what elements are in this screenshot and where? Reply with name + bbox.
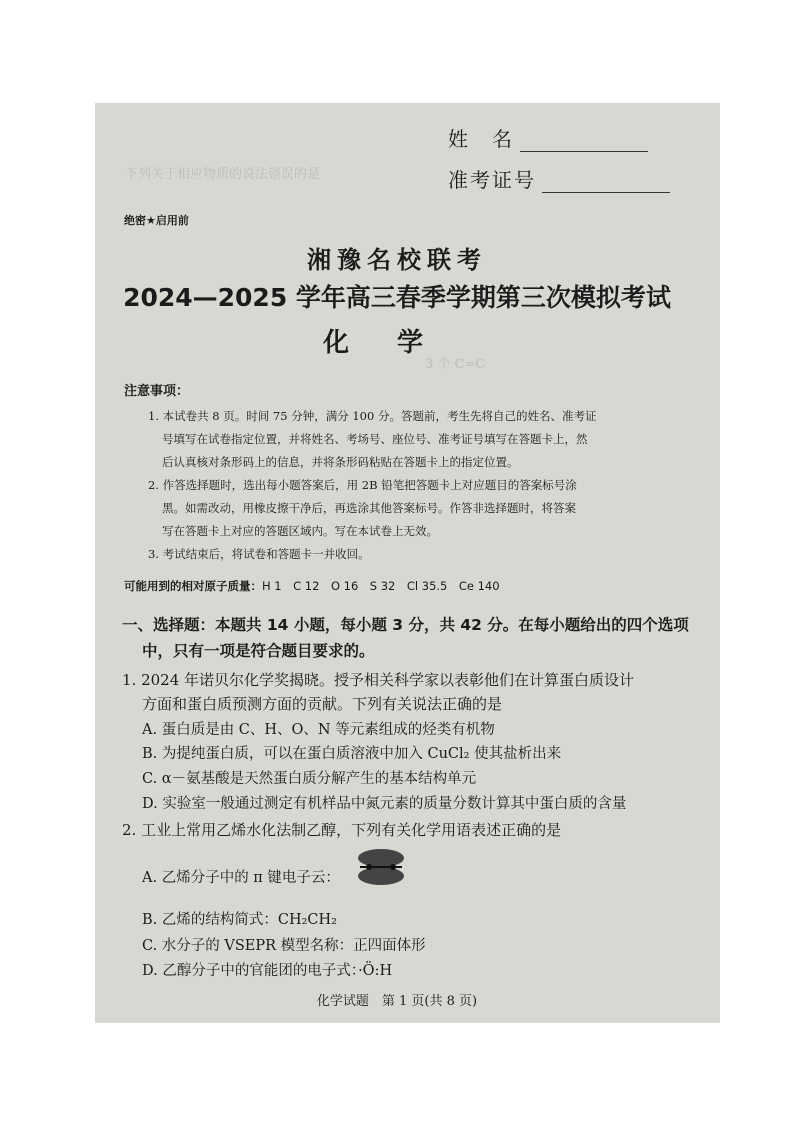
- exam-id-line: [542, 174, 670, 193]
- notice-line: 1. 本试卷共 8 页。时间 75 分钟，满分 100 分。答题前，考生先将自己的姓名、准考证: [148, 409, 597, 423]
- pi-cloud-atom-right: [390, 864, 396, 870]
- notice-heading: 注意事项：: [124, 384, 190, 399]
- secret-mark: 绝密★启用前: [124, 214, 189, 227]
- atomic-masses-values: H 1 C 12 O 16 S 32 Cl 35.5 Ce 140: [262, 579, 500, 593]
- question-1-option-b: B. 为提纯蛋白质，可以在蛋白质溶液中加入 CuCl₂ 使其盐析出来: [142, 746, 562, 762]
- notice-list: [148, 405, 696, 566]
- question-1-option-a: A. 蛋白质是由 C、H、O、N 等元素组成的烃类有机物: [142, 722, 495, 738]
- question-1-stem: [122, 668, 702, 716]
- question-2-option-a: A. 乙烯分子中的 π 键电子云：: [142, 870, 340, 886]
- notice-line: 黑。如需改动，用橡皮擦干净后，再选涂其他答案标号。作答非选择题时，将答案: [162, 501, 576, 515]
- name-line: [520, 133, 648, 152]
- name-label: 姓 名: [448, 127, 514, 151]
- atomic-masses-label: 可能用到的相对原子质量：: [124, 579, 262, 593]
- question-1-line1: 1. 2024 年诺贝尔化学奖揭晓。授予相关科学家以表彰他们在计算蛋白质设计: [122, 671, 635, 689]
- question-2-option-d: D. 乙醇分子中的官能团的电子式：·Ö:H: [142, 963, 393, 979]
- question-1-option-c: C. α－氨基酸是天然蛋白质分解产生的基本结构单元: [142, 771, 477, 787]
- notice-line: 3. 考试结束后，将试卷和答题卡一并收回。: [148, 547, 370, 561]
- pi-cloud-lower-lobe: [358, 867, 404, 885]
- notice-line: 2. 作答选择题时，选出每小题答案后，用 2B 铅笔把答题卡上对应题目的答案标号涂: [148, 478, 577, 492]
- notice-line: 后认真核对条形码上的信息，并将条形码粘贴在答题卡上的指定位置。: [162, 455, 519, 469]
- exam-id-label: 准考证号: [448, 168, 536, 192]
- pi-bond-electron-cloud-icon: [355, 848, 407, 886]
- section-heading-line2: 中，只有一项是符合题目要求的。: [142, 642, 375, 660]
- section-heading-line1: 一、选择题：本题共 14 小题，每小题 3 分，共 42 分。在每小题给出的四个选项: [122, 616, 689, 634]
- page-footer: 化学试题 第 1 页(共 8 页): [316, 994, 478, 1009]
- bleed-through-text: 下列关于相应物质的说法错误的是: [125, 167, 321, 182]
- pi-cloud-atom-left: [366, 864, 372, 870]
- bleed-through-text-2: 3 个 C=C: [425, 357, 486, 372]
- notice-line: 号填写在试卷指定位置，并将姓名、考场号、座位号、准考证号填写在答题卡上，然: [162, 432, 588, 446]
- exam-title-subject: 化学: [322, 328, 471, 358]
- question-2-option-b: B. 乙烯的结构简式：CH₂CH₂: [142, 912, 337, 928]
- exam-id-field: [448, 164, 670, 193]
- section-heading: [122, 612, 702, 664]
- question-2-option-c: C. 水分子的 VSEPR 模型名称：正四面体形: [142, 938, 426, 954]
- name-field: [448, 123, 648, 152]
- notice-line: 写在答题卡上对应的答题区域内。写在本试卷上无效。: [162, 524, 438, 538]
- pi-cloud-upper-lobe: [358, 849, 404, 867]
- question-1-line2: 方面和蛋白质预测方面的贡献。下列有关说法正确的是: [142, 695, 503, 713]
- exam-title-union: 湘豫名校联考: [307, 246, 487, 274]
- question-2-stem: 2. 工业上常用乙烯水化法制乙醇，下列有关化学用语表述正确的是: [122, 821, 562, 839]
- question-1-option-d: D. 实验室一般通过测定有机样品中氮元素的质量分数计算其中蛋白质的含量: [142, 796, 627, 812]
- atomic-masses: [124, 578, 500, 594]
- exam-title-session: 2024—2025 学年高三春季学期第三次模拟考试: [123, 283, 671, 312]
